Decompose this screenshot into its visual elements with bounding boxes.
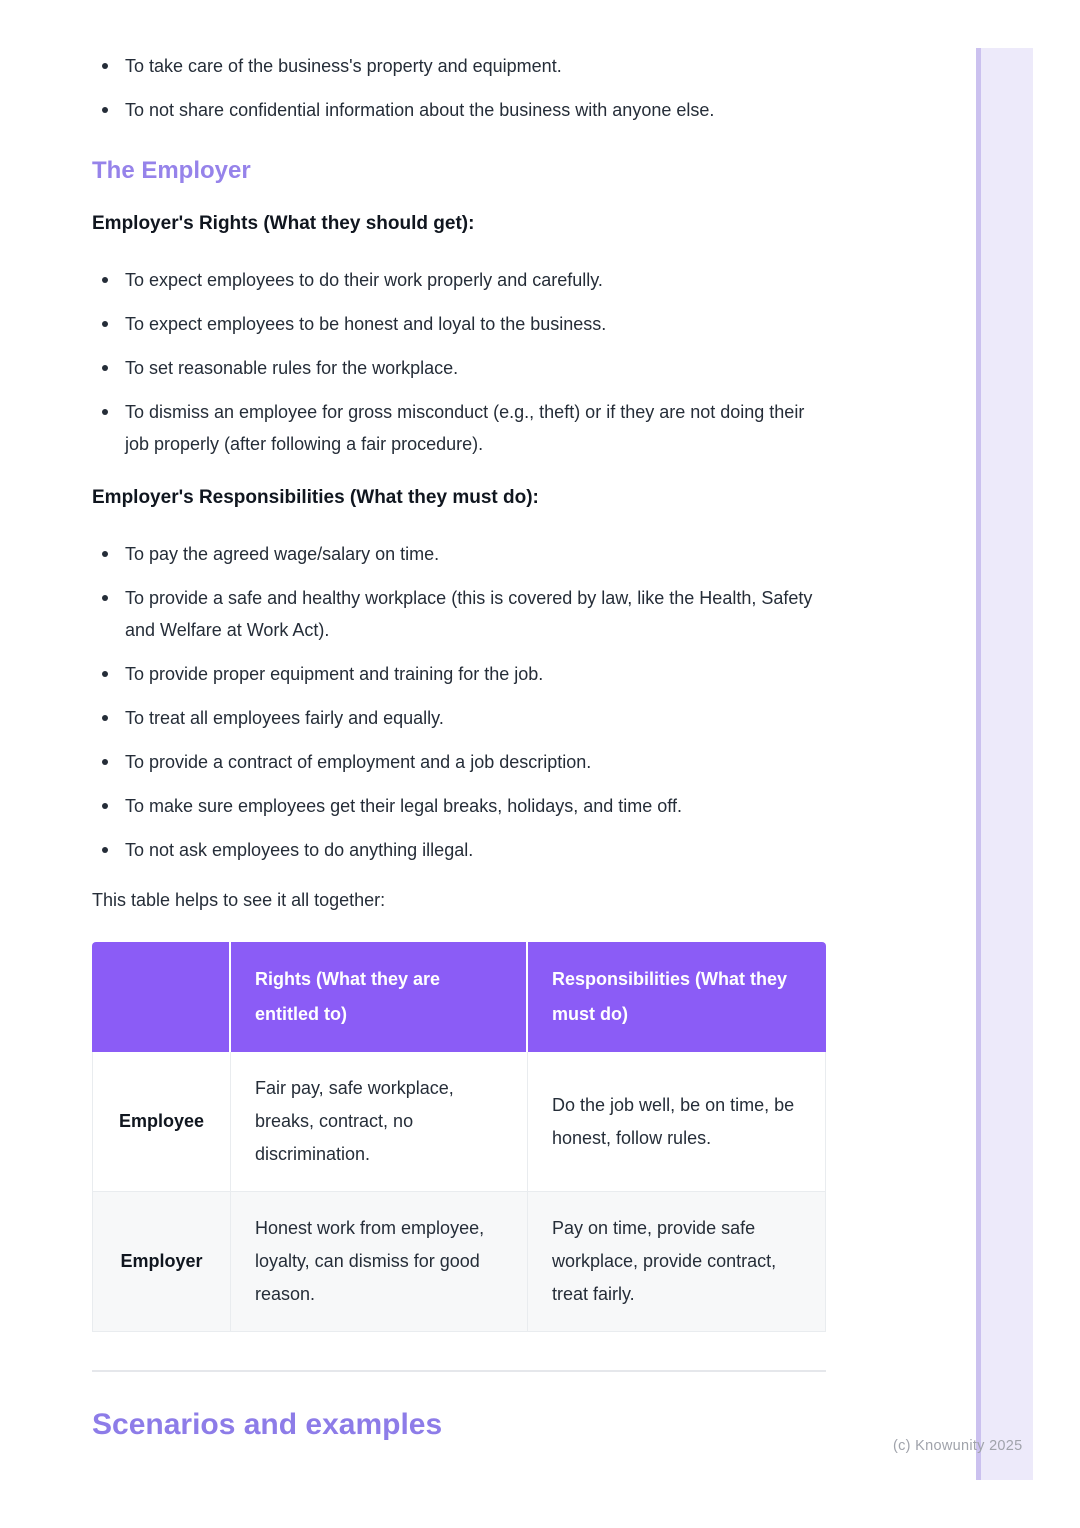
section-divider [92,1370,826,1372]
list-item: To provide a contract of employment and a job description. [92,746,826,778]
table-row [92,1052,826,1192]
table-intro-text: This table helps to see it all together: [92,890,386,910]
list-item: To take care of the business's property and equipment. [92,50,826,82]
cell-employer-responsibilities: Pay on time, provide safe workplace, provide contract, treat fairly. [528,1192,826,1332]
section-title-the-employer: The Employer [92,157,251,184]
page-margin-strip [976,48,1033,1480]
heading-scenarios-and-examples: Scenarios and examples [92,1408,443,1441]
intro-bullet-list [92,50,826,126]
list-item: To expect employees to do their work properly and carefully. [92,264,826,296]
cell-employee-responsibilities: Do the job well, be on time, be honest, follow rules. [528,1052,826,1192]
list-item: To not share confidential information about the business with anyone else. [92,94,826,126]
list-item: To provide proper equipment and training for the job. [92,658,826,690]
heading-employer-responsibilities: Employer's Responsibilities (What they must do): [92,487,539,508]
table-header-empty [92,942,231,1052]
list-item: To expect employees to be honest and loyal to the business. [92,308,826,340]
list-item: To treat all employees fairly and equally. [92,702,826,734]
list-item: To dismiss an employee for gross misconduct (e.g., theft) or if they are not doing their job properly (after following a fair procedure). [92,396,826,460]
heading-employer-rights: Employer's Rights (What they should get): [92,213,475,234]
table-header-row [92,942,826,1052]
employer-rights-list [92,264,826,460]
list-item: To set reasonable rules for the workplace. [92,352,826,384]
list-item: To make sure employees get their legal breaks, holidays, and time off. [92,790,826,822]
list-item: To provide a safe and healthy workplace (this is covered by law, like the Health, Safety and Welfare at Work Act). [92,582,826,646]
table-header-responsibilities: Responsibilities (What they must do) [528,942,826,1052]
table-header-rights: Rights (What they are entitled to) [231,942,528,1052]
cell-employee-rights: Fair pay, safe workplace, breaks, contract, no discrimination. [231,1052,528,1192]
list-item: To pay the agreed wage/salary on time. [92,538,826,570]
watermark: (c) Knowunity 2025 [893,1438,1023,1454]
employer-responsibilities-list [92,538,826,866]
cell-employer-rights: Honest work from employee, loyalty, can dismiss for good reason. [231,1192,528,1332]
table-row [92,1192,826,1332]
row-label-employee: Employee [92,1052,231,1192]
list-item: To not ask employees to do anything illegal. [92,834,826,866]
row-label-employer: Employer [92,1192,231,1332]
rights-responsibilities-table [92,942,826,1332]
